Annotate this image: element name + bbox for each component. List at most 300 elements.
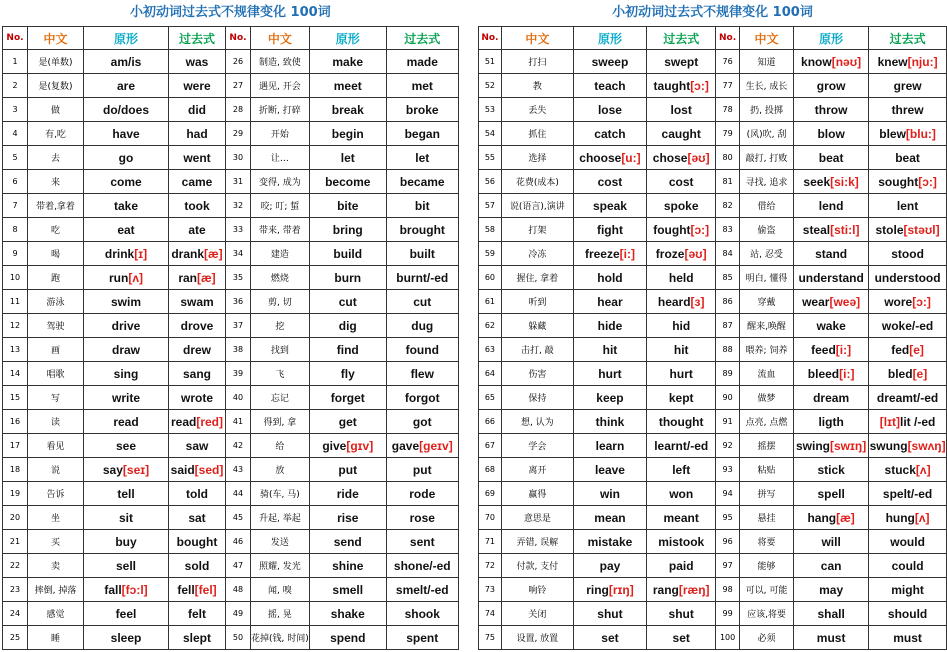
word-number: 40 [226, 386, 251, 410]
past-tense-cell [169, 218, 226, 242]
base-form-cell [309, 530, 386, 554]
past-tense-cell [647, 458, 716, 482]
past-tense-cell [386, 362, 458, 386]
table-row [3, 194, 459, 218]
base-form-cell [573, 434, 646, 458]
base-form-cell [84, 386, 169, 410]
base-form: burn [334, 270, 362, 285]
base-form: steal [802, 222, 831, 237]
table-row [3, 314, 459, 338]
table-row [479, 218, 947, 242]
base-form: hold [597, 270, 623, 285]
past-tense-cell [169, 98, 226, 122]
past-tense: read [170, 414, 197, 429]
base-form: cut [338, 294, 357, 309]
base-form-cell [84, 506, 169, 530]
past-tense-cell [869, 554, 947, 578]
word-number: 71 [479, 530, 502, 554]
word-number: 95 [716, 506, 740, 530]
past-tense-cell [869, 98, 947, 122]
base-phonetic: [i:] [839, 366, 855, 381]
past-tense: left [672, 462, 691, 477]
base-form-cell [794, 122, 869, 146]
past-tense: learnt/-ed [654, 438, 709, 453]
col-header-base-form: 原形 [84, 27, 169, 50]
chinese-meaning: 必须 [739, 626, 793, 650]
base-form-cell [794, 626, 869, 650]
base-form-cell [794, 482, 869, 506]
chinese-meaning: 开始 [251, 122, 310, 146]
base-form: ride [336, 486, 359, 501]
base-form-cell [794, 506, 869, 530]
base-form: stick [817, 462, 845, 477]
chinese-meaning: 穿戴 [739, 290, 793, 314]
past-phonetic: [ʌ] [914, 510, 930, 525]
base-form-cell [84, 98, 169, 122]
table-row [3, 146, 459, 170]
past-tense-cell [647, 194, 716, 218]
chinese-meaning: 卖 [28, 554, 84, 578]
base-form-cell [84, 458, 169, 482]
chinese-meaning: 燃烧 [251, 266, 310, 290]
base-form: will [821, 534, 841, 549]
past-tense-cell [169, 386, 226, 410]
past-phonetic: [ræŋ] [678, 582, 710, 597]
past-phonetic: [sed] [194, 462, 224, 477]
word-number: 18 [3, 458, 28, 482]
base-form-cell [309, 170, 386, 194]
table-row [479, 242, 947, 266]
base-form: lose [597, 102, 622, 117]
word-number: 49 [226, 602, 251, 626]
past-tense-cell [647, 434, 716, 458]
base-form: become [325, 174, 371, 189]
word-number: 37 [226, 314, 251, 338]
word-number: 97 [716, 554, 740, 578]
base-form: spell [817, 486, 845, 501]
past-tense-cell [169, 530, 226, 554]
table-row [3, 386, 459, 410]
chinese-meaning: 做 [28, 98, 84, 122]
base-form: shall [817, 606, 845, 621]
base-form: see [115, 438, 137, 453]
word-number: 57 [479, 194, 502, 218]
chinese-meaning: 敲打, 打败 [739, 146, 793, 170]
past-phonetic: [ɜ] [690, 294, 705, 309]
past-tense: dug [411, 318, 434, 333]
past-tense: drank [171, 246, 204, 261]
word-number: 63 [479, 338, 502, 362]
base-form: stand [815, 246, 848, 261]
past-tense: wrote [180, 390, 213, 405]
base-form-cell [794, 314, 869, 338]
chinese-meaning: 遇见, 开会 [251, 74, 310, 98]
base-form-cell [84, 74, 169, 98]
chinese-meaning: 吃 [28, 218, 84, 242]
past-tense-cell [169, 482, 226, 506]
table-row [479, 362, 947, 386]
base-form-cell [309, 218, 386, 242]
past-tense: went [183, 150, 211, 165]
base-phonetic: [i:] [835, 342, 852, 357]
past-tense: brought [399, 222, 445, 237]
base-form: swing [796, 438, 831, 453]
past-tense: fought [653, 222, 691, 237]
base-form-cell [794, 578, 869, 602]
past-tense: could [891, 558, 924, 573]
base-form: choose [579, 150, 622, 165]
base-form: cost [597, 174, 623, 189]
table-row [3, 434, 459, 458]
past-tense: lit /-ed [899, 414, 936, 429]
word-number: 41 [226, 410, 251, 434]
chinese-meaning: 选择 [501, 146, 573, 170]
base-phonetic: [i:] [619, 246, 635, 261]
chinese-meaning: 花费(成本) [501, 170, 573, 194]
base-form: drive [111, 318, 141, 333]
past-tense: dreamt/-ed [876, 390, 939, 405]
chinese-meaning: 悬挂 [739, 506, 793, 530]
past-tense-cell [869, 458, 947, 482]
table-row [479, 122, 947, 146]
past-tense-cell [869, 194, 947, 218]
col-header-no: No. [226, 27, 251, 50]
base-form: learn [595, 438, 625, 453]
header-row [479, 27, 947, 50]
chinese-meaning: 击打, 敲 [501, 338, 573, 362]
base-form: drink [104, 246, 135, 261]
chinese-meaning: 咬; 叮; 蜇 [251, 194, 310, 218]
past-tense-cell [869, 530, 947, 554]
base-form: write [111, 390, 140, 405]
base-form-cell [84, 338, 169, 362]
chinese-meaning: 花掉(钱, 时间) [251, 626, 310, 650]
chinese-meaning: 可以, 可能 [739, 578, 793, 602]
word-number: 79 [716, 122, 740, 146]
base-form-cell [84, 170, 169, 194]
word-number: 48 [226, 578, 251, 602]
base-form-cell [84, 50, 169, 74]
base-form: think [595, 414, 625, 429]
past-tense-cell [869, 482, 947, 506]
base-form: feed [811, 342, 836, 357]
chinese-meaning: 唱歌 [28, 362, 84, 386]
chinese-meaning: 保持 [501, 386, 573, 410]
chinese-meaning: 画 [28, 338, 84, 362]
base-form-cell [309, 602, 386, 626]
past-tense: put [412, 462, 432, 477]
chinese-meaning: (风)吹, 刮 [739, 122, 793, 146]
past-tense: hit [673, 342, 689, 357]
table-row [479, 338, 947, 362]
base-form: rise [337, 510, 359, 525]
word-number: 56 [479, 170, 502, 194]
chinese-meaning: 变得, 成为 [251, 170, 310, 194]
past-phonetic: [fel] [194, 582, 217, 597]
past-tense: should [887, 606, 928, 621]
past-phonetic: [e] [909, 342, 924, 357]
past-tense: wore [884, 294, 913, 309]
word-number: 35 [226, 266, 251, 290]
past-tense-cell [386, 386, 458, 410]
past-tense-cell [869, 74, 947, 98]
chinese-meaning: 坐 [28, 506, 84, 530]
base-form: smell [332, 582, 364, 597]
verb-table-left [2, 26, 459, 650]
word-number: 4 [3, 122, 28, 146]
past-tense-cell [869, 50, 947, 74]
base-form: build [333, 246, 363, 261]
base-form-cell [794, 218, 869, 242]
past-tense-cell [169, 578, 226, 602]
table-row [3, 242, 459, 266]
past-tense: blew [879, 126, 906, 141]
base-form: win [599, 486, 620, 501]
base-form: give [322, 438, 347, 453]
past-tense-cell [169, 242, 226, 266]
base-form: shine [332, 558, 364, 573]
base-form-cell [309, 434, 386, 458]
base-phonetic: [seɪ] [122, 462, 150, 477]
past-phonetic: [æ] [197, 270, 216, 285]
base-form: freeze [584, 246, 620, 261]
base-form: throw [814, 102, 848, 117]
past-tense: fed [891, 342, 910, 357]
base-form-cell [794, 386, 869, 410]
base-form: bleed [807, 366, 840, 381]
base-form-cell [84, 194, 169, 218]
base-form: sell [115, 558, 136, 573]
base-phonetic: [ɪ] [134, 246, 148, 261]
base-form: hang [807, 510, 837, 525]
past-tense: would [890, 534, 925, 549]
word-number: 47 [226, 554, 251, 578]
past-tense: sold [184, 558, 210, 573]
base-form-cell [794, 98, 869, 122]
word-number: 2 [3, 74, 28, 98]
word-number: 14 [3, 362, 28, 386]
past-tense-cell [647, 242, 716, 266]
past-tense: sat [188, 510, 206, 525]
past-tense: mistook [658, 534, 705, 549]
word-number: 51 [479, 50, 502, 74]
past-tense-cell [647, 50, 716, 74]
chinese-meaning: 教 [501, 74, 573, 98]
past-tense-cell [386, 194, 458, 218]
chinese-meaning: 找到 [251, 338, 310, 362]
table-row [479, 290, 947, 314]
chinese-meaning: 站, 忍受 [739, 242, 793, 266]
past-tense: spelt/-ed [882, 486, 933, 501]
word-number: 10 [3, 266, 28, 290]
word-number: 45 [226, 506, 251, 530]
past-tense: ran [178, 270, 197, 285]
past-tense-cell [647, 218, 716, 242]
past-tense-cell [869, 242, 947, 266]
word-number: 96 [716, 530, 740, 554]
past-tense-cell [169, 194, 226, 218]
table-row [479, 74, 947, 98]
word-number: 33 [226, 218, 251, 242]
past-phonetic: [ɔ:] [690, 78, 709, 93]
table-row [479, 194, 947, 218]
header-row [3, 27, 459, 50]
base-form-cell [84, 242, 169, 266]
table-row [3, 578, 459, 602]
word-number: 88 [716, 338, 740, 362]
chinese-meaning: 喂养; 饲养 [739, 338, 793, 362]
past-tense-cell [386, 314, 458, 338]
past-tense: ate [188, 222, 206, 237]
chinese-meaning: 剪, 切 [251, 290, 310, 314]
past-tense-cell [647, 602, 716, 626]
word-number: 89 [716, 362, 740, 386]
past-tense-cell [386, 506, 458, 530]
word-number: 78 [716, 98, 740, 122]
past-phonetic: [red] [196, 414, 224, 429]
col-header-chinese: 中文 [501, 27, 573, 50]
past-tense: sang [182, 366, 211, 381]
base-form-cell [309, 242, 386, 266]
base-phonetic: [nəʊ] [831, 54, 862, 69]
word-number: 7 [3, 194, 28, 218]
chinese-meaning: 意思是 [501, 506, 573, 530]
base-form-cell [84, 554, 169, 578]
base-phonetic: [gɪv] [346, 438, 374, 453]
word-number: 52 [479, 74, 502, 98]
word-number: 62 [479, 314, 502, 338]
past-phonetic: [swʌŋ] [907, 438, 946, 453]
past-tense-cell [647, 266, 716, 290]
col-header-chinese: 中文 [28, 27, 84, 50]
past-tense: understood [874, 270, 941, 285]
past-tense-cell [386, 122, 458, 146]
past-phonetic: [lɪt] [879, 414, 900, 429]
col-header-no: No. [716, 27, 740, 50]
chinese-meaning: 摇, 晃 [251, 602, 310, 626]
past-tense-cell [869, 218, 947, 242]
table-row [3, 530, 459, 554]
chinese-meaning: 骑(车, 马) [251, 482, 310, 506]
past-tense-cell [647, 170, 716, 194]
col-header-past-tense: 过去式 [869, 27, 947, 50]
past-tense-cell [386, 434, 458, 458]
base-form: ligth [818, 414, 844, 429]
chinese-meaning: 打架 [501, 218, 573, 242]
word-number: 8 [3, 218, 28, 242]
word-number: 82 [716, 194, 740, 218]
base-phonetic: [u:] [621, 150, 641, 165]
past-tense: made [406, 54, 438, 69]
word-number: 59 [479, 242, 502, 266]
past-tense: caught [661, 126, 701, 141]
col-header-base-form: 原形 [794, 27, 869, 50]
past-phonetic: [blu:] [905, 126, 936, 141]
base-form-cell [309, 50, 386, 74]
chinese-meaning: 告诉 [28, 482, 84, 506]
base-form-cell [309, 338, 386, 362]
col-header-chinese: 中文 [251, 27, 310, 50]
chinese-meaning: 跑 [28, 266, 84, 290]
word-number: 93 [716, 458, 740, 482]
col-header-no: No. [3, 27, 28, 50]
past-tense-cell [647, 554, 716, 578]
table-row [479, 626, 947, 650]
base-form-cell [794, 602, 869, 626]
word-number: 60 [479, 266, 502, 290]
base-form-cell [309, 506, 386, 530]
past-tense: broke [405, 102, 439, 117]
base-form-cell [573, 410, 646, 434]
chinese-meaning: 飞 [251, 362, 310, 386]
chinese-meaning: 摔倒, 掉落 [28, 578, 84, 602]
base-form: hit [602, 342, 618, 357]
past-tense-cell [386, 218, 458, 242]
chinese-meaning: 带来, 带着 [251, 218, 310, 242]
base-form-cell [84, 218, 169, 242]
past-tense-cell [386, 458, 458, 482]
past-tense: saw [185, 438, 209, 453]
base-form-cell [573, 314, 646, 338]
past-tense: rode [409, 486, 436, 501]
base-form-cell [84, 410, 169, 434]
base-form: spend [330, 630, 366, 645]
past-tense: cost [668, 174, 694, 189]
table-row [3, 626, 459, 650]
chinese-meaning: 制造, 致使 [251, 50, 310, 74]
verb-table-right [478, 26, 947, 650]
past-tense-cell [169, 122, 226, 146]
past-tense: drove [180, 318, 214, 333]
base-form-cell [573, 242, 646, 266]
chinese-meaning: 忘记 [251, 386, 310, 410]
past-tense: gave [391, 438, 420, 453]
col-header-chinese: 中文 [739, 27, 793, 50]
chinese-meaning: 建造 [251, 242, 310, 266]
past-tense: found [405, 342, 439, 357]
chinese-meaning: 喝 [28, 242, 84, 266]
base-form-cell [573, 362, 646, 386]
base-form: ring [586, 582, 609, 597]
base-phonetic: [æ] [836, 510, 855, 525]
base-form-cell [573, 530, 646, 554]
chinese-meaning: 感觉 [28, 602, 84, 626]
past-tense: hung [885, 510, 915, 525]
word-number: 23 [3, 578, 28, 602]
base-form-cell [84, 362, 169, 386]
past-tense-cell [869, 314, 947, 338]
base-form-cell [573, 170, 646, 194]
base-form: sweep [591, 54, 629, 69]
base-form: send [333, 534, 362, 549]
base-form: bite [337, 198, 359, 213]
past-tense-cell [869, 170, 947, 194]
base-phonetic: [ʌ] [128, 270, 143, 285]
past-tense-cell [169, 410, 226, 434]
base-form: shut [597, 606, 623, 621]
base-form: speak [592, 198, 627, 213]
past-phonetic: [ʌ] [915, 462, 931, 477]
past-tense: won [669, 486, 694, 501]
chinese-meaning: 设置, 放置 [501, 626, 573, 650]
base-form: buy [115, 534, 137, 549]
past-tense-cell [169, 434, 226, 458]
base-form-cell [573, 602, 646, 626]
chinese-meaning: 说(语言),演讲 [501, 194, 573, 218]
base-form: leave [594, 462, 625, 477]
base-form-cell [794, 554, 869, 578]
past-tense-cell [386, 578, 458, 602]
